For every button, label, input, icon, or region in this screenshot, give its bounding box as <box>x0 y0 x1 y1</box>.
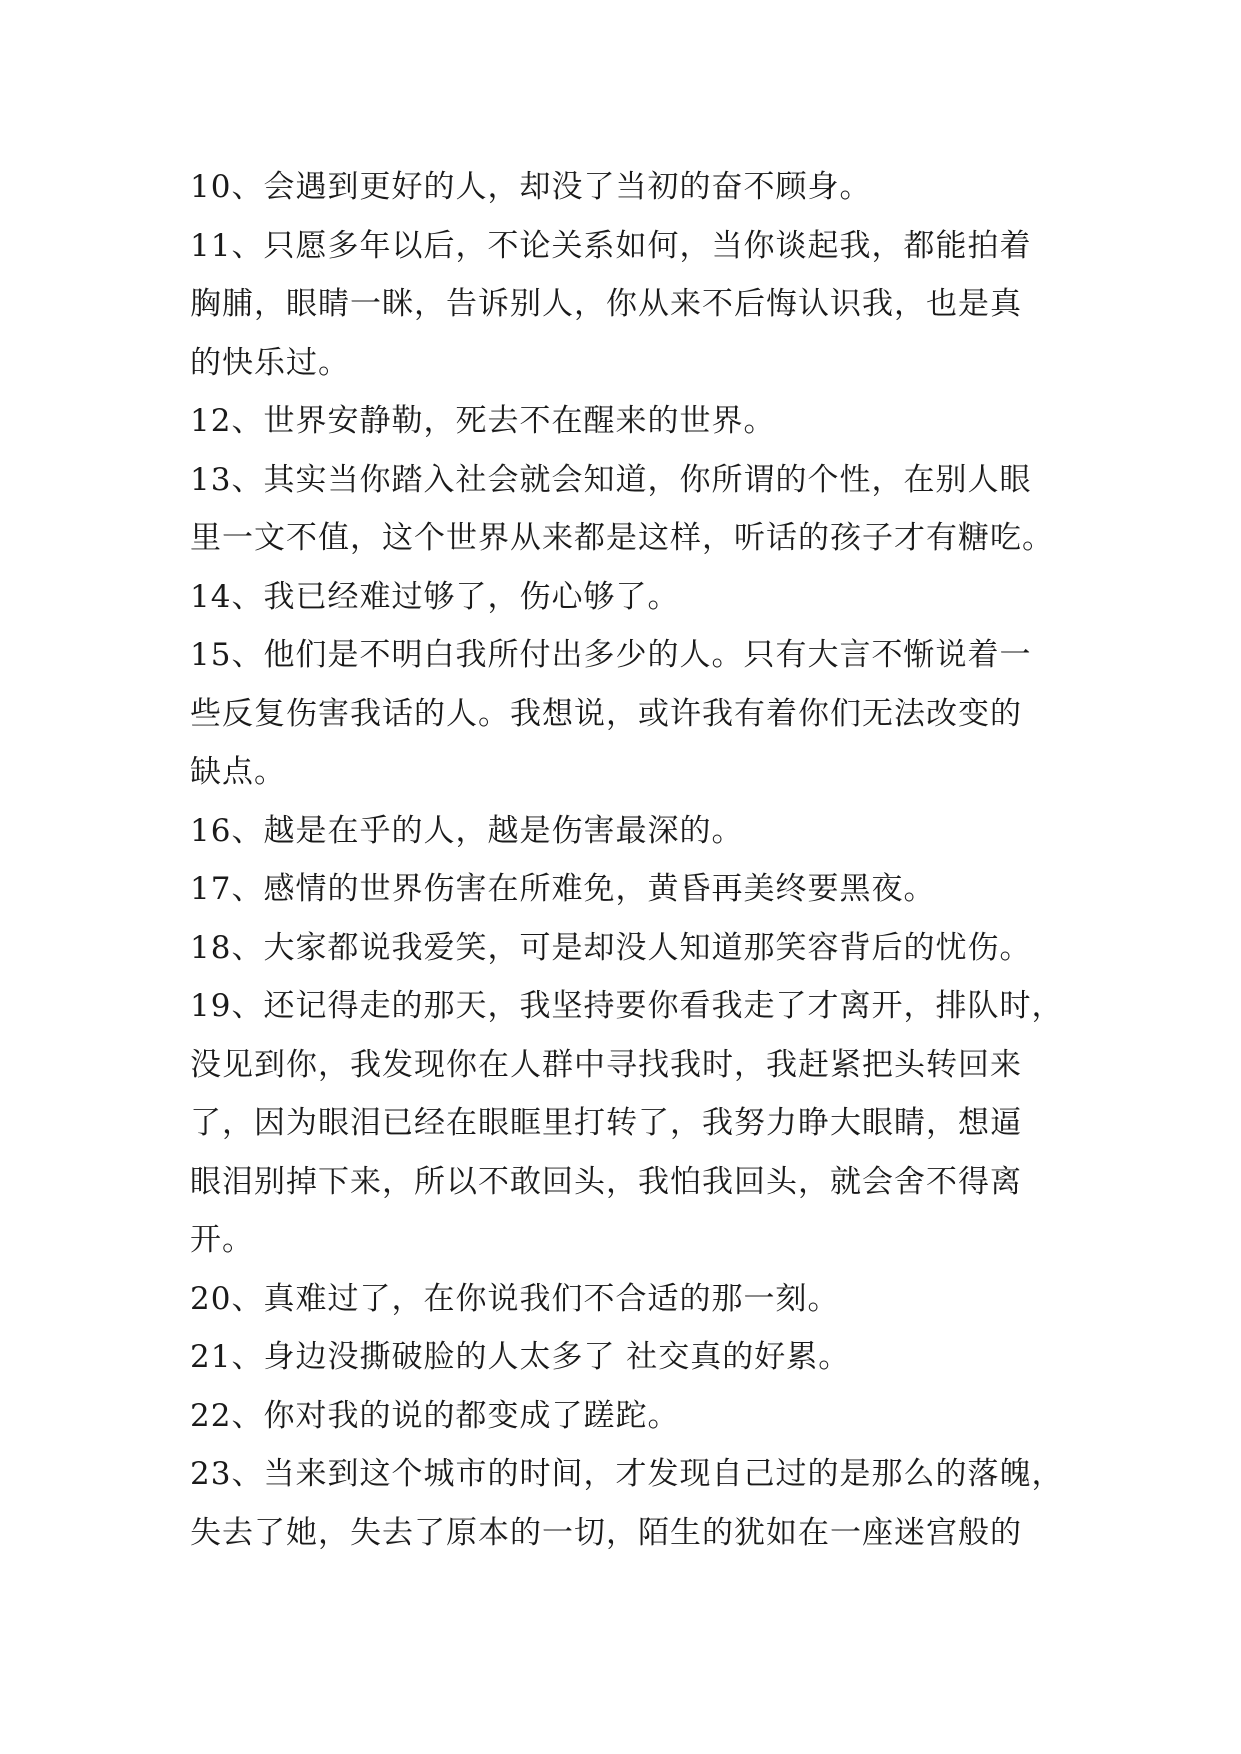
text-line: 没见到你，我发现你在人群中寻找我时，我赶紧把头转回来 <box>190 1046 1022 1083</box>
text-line: 眼泪别掉下来，所以不敢回头，我怕我回头，就会舍不得离 <box>190 1163 1022 1200</box>
text-line: 17、感情的世界伤害在所难免，黄昏再美终要黑夜。 <box>190 871 936 907</box>
text-line: 16、越是在乎的人，越是伤害最深的。 <box>190 812 744 849</box>
text-line: 15、他们是不明白我所付出多少的人。只有大言不惭说着一 <box>190 637 1032 673</box>
text-line: 22、你对我的说的都变成了蹉跎。 <box>190 1397 680 1434</box>
text-line: 21、身边没撕破脸的人太多了 社交真的好累。 <box>190 1339 851 1375</box>
text-line: 的快乐过。 <box>190 344 350 381</box>
text-line: 11、只愿多年以后，不论关系如何，当你谈起我，都能拍着 <box>190 227 1032 264</box>
text-line: 胸脯，眼睛一眯，告诉别人，你从来不后悔认识我，也是真 <box>190 286 1022 322</box>
text-line: 18、大家都说我爱笑，可是却没人知道那笑容背后的忧伤。 <box>190 929 1032 966</box>
text-line: 23、当来到这个城市的时间，才发现自己过的是那么的落魄， <box>190 1456 1064 1492</box>
text-line: 10、会遇到更好的人，却没了当初的奋不顾身。 <box>190 169 872 205</box>
text-line: 失去了她，失去了原本的一切，陌生的犹如在一座迷宫般的 <box>190 1514 1022 1551</box>
text-line: 19、还记得走的那天，我坚持要你看我走了才离开，排队时， <box>190 988 1064 1024</box>
text-line: 里一文不值，这个世界从来都是这样，听话的孩子才有糖吃。 <box>190 520 1054 556</box>
text-line: 14、我已经难过够了，伤心够了。 <box>190 578 680 615</box>
text-line: 13、其实当你踏入社会就会知道，你所谓的个性，在别人眼 <box>190 461 1032 498</box>
text-line: 12、世界安静勒，死去不在醒来的世界。 <box>190 403 776 439</box>
text-line: 缺点。 <box>190 754 286 790</box>
text-line: 20、真难过了，在你说我们不合适的那一刻。 <box>190 1280 840 1317</box>
text-line: 开。 <box>190 1222 254 1258</box>
text-line: 些反复伤害我话的人。我想说，或许我有着你们无法改变的 <box>190 695 1022 732</box>
text-line: 了，因为眼泪已经在眼眶里打转了，我努力睁大眼睛，想逼 <box>190 1105 1022 1141</box>
document-body <box>190 158 1070 1562</box>
